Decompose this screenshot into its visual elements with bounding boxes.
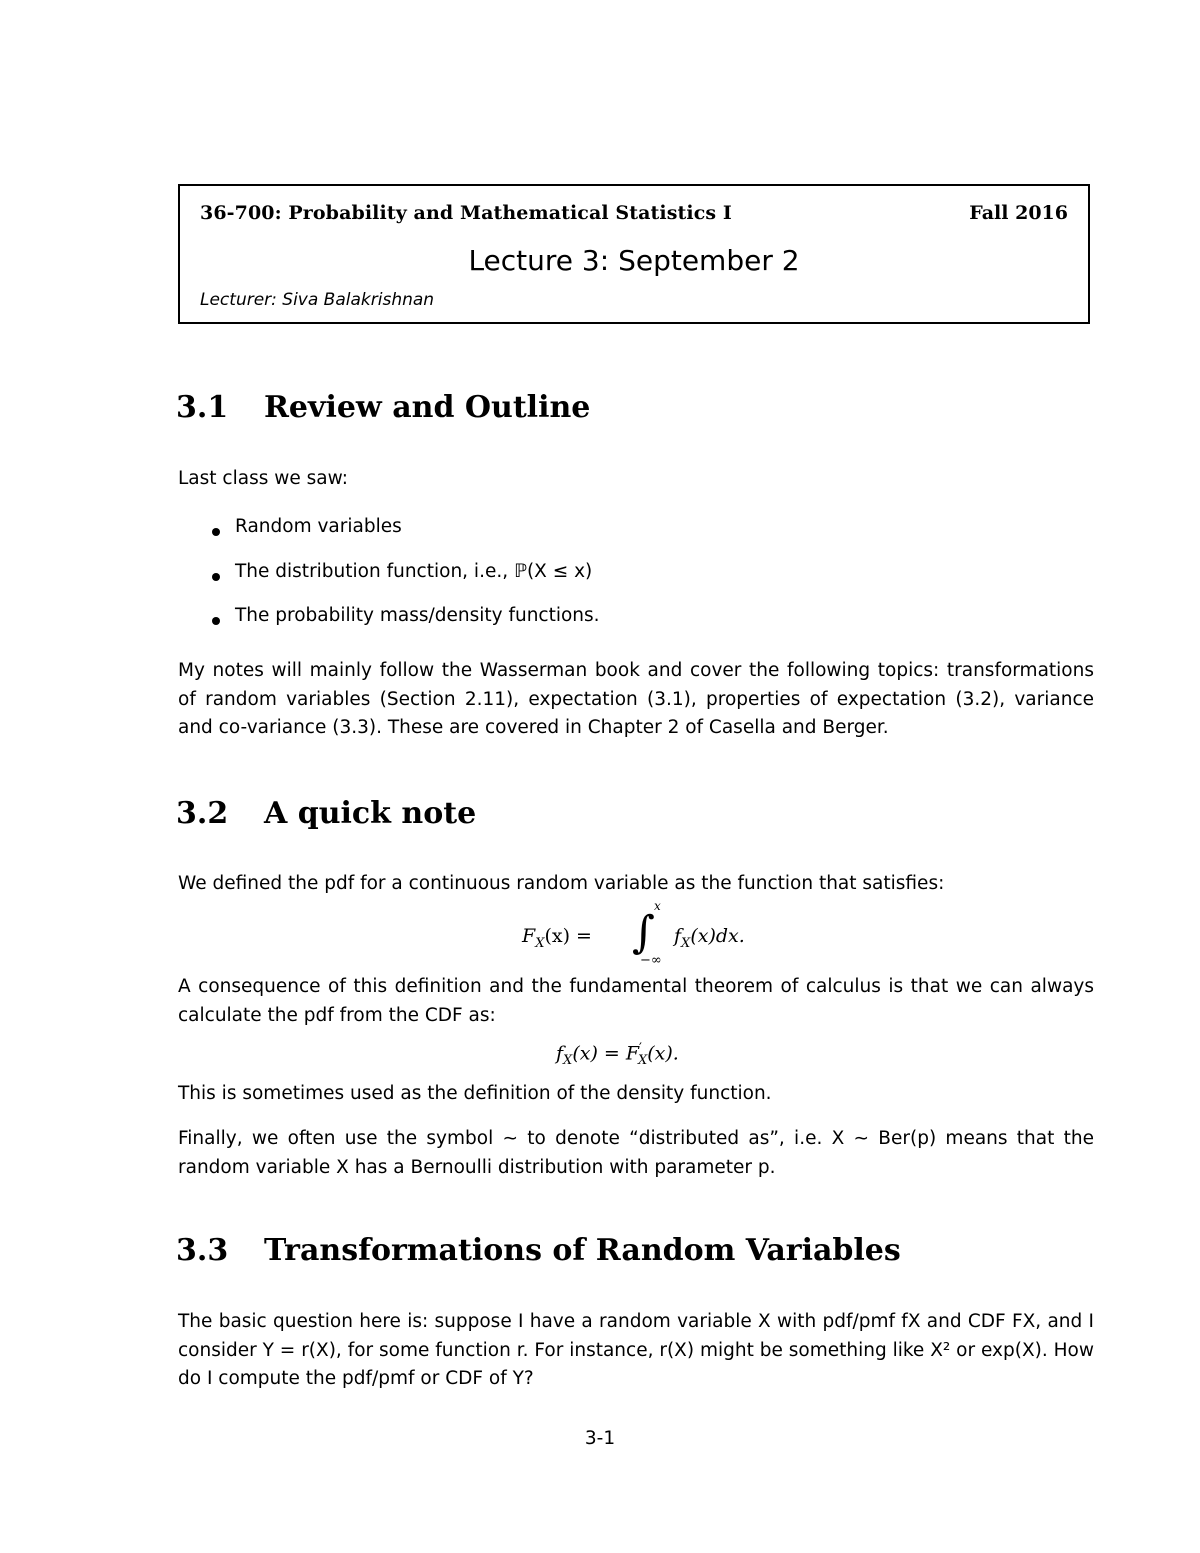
transformations-paragraph: The basic question here is: suppose I have a random variable X with pdf/pmf fX and CDF FX, and I consider Y = r(X), for some function r. For instance, r(X) might be something like X² or exp(X). How do I compute the pdf/pmf or CDF of Y? bbox=[178, 1311, 1094, 1389]
eq-symbol: F bbox=[522, 925, 536, 947]
section-heading-transformations bbox=[176, 1233, 901, 1268]
section-title: A quick note bbox=[264, 796, 477, 831]
equation-cdf-integral bbox=[522, 899, 762, 968]
eq-text: (x) = bbox=[544, 925, 592, 947]
eq-prime: ′ bbox=[639, 1041, 642, 1056]
section-number: 3.1 bbox=[176, 390, 229, 425]
list-item bbox=[210, 605, 600, 650]
lecturer-name: Lecturer: Siva Balakrishnan bbox=[200, 290, 435, 310]
section-title: Transformations of Random Variables bbox=[264, 1233, 901, 1268]
list-item-text: Random variables bbox=[235, 516, 402, 537]
lecture-header-box bbox=[178, 184, 1090, 324]
section-heading-quick-note bbox=[176, 796, 476, 831]
bullet-icon bbox=[212, 528, 220, 536]
eq-symbol: f bbox=[674, 925, 682, 947]
eq-text: (x). bbox=[647, 1042, 679, 1065]
list-item bbox=[210, 516, 600, 561]
review-bullet-list bbox=[210, 516, 600, 650]
quick-note-p4: Finally, we often use the symbol ∼ to denote “distributed as”, i.e. X ∼ Ber(p) means that the random variable X has a Bernoulli distribution with parameter p. bbox=[178, 1128, 1094, 1178]
bullet-icon bbox=[212, 573, 220, 581]
eq-symbol: f bbox=[556, 1042, 564, 1065]
section-title: Review and Outline bbox=[264, 390, 591, 425]
quick-note-p2: A consequence of this definition and the fundamental theorem of calculus is that we can always calculate the pdf from the CDF as: bbox=[178, 976, 1094, 1026]
list-item-text: The probability mass/density functions. bbox=[235, 605, 600, 626]
integral-icon: ∫ bbox=[632, 907, 655, 958]
eq-upper-limit: x bbox=[654, 899, 661, 913]
section-number: 3.3 bbox=[176, 1233, 229, 1268]
bullet-icon bbox=[212, 617, 220, 625]
quick-note-p1: We defined the pdf for a continuous random variable as the function that satisfies: bbox=[178, 873, 945, 894]
list-item bbox=[210, 561, 600, 606]
eq-subscript: X bbox=[535, 935, 545, 951]
list-item-text: The distribution function, i.e., ℙ(X ≤ x) bbox=[235, 560, 593, 582]
eq-subscript: X bbox=[638, 1053, 648, 1069]
lecture-title: Lecture 3: September 2 bbox=[468, 244, 800, 277]
eq-text: (x) = F bbox=[572, 1042, 640, 1065]
eq-integrand bbox=[674, 925, 745, 951]
review-intro: Last class we saw: bbox=[178, 468, 348, 489]
section-number: 3.2 bbox=[176, 796, 229, 831]
eq-lower-limit: −∞ bbox=[640, 953, 662, 968]
equation-pdf-derivative bbox=[556, 1041, 679, 1068]
section-heading-review bbox=[176, 390, 590, 425]
page-number: 3-1 bbox=[584, 1428, 616, 1449]
eq-text: (x)dx. bbox=[690, 925, 745, 947]
term-label: Fall 2016 bbox=[969, 202, 1068, 224]
course-title: 36-700: Probability and Mathematical Statistics I bbox=[200, 202, 732, 224]
quick-note-p3: This is sometimes used as the definition of the density function. bbox=[178, 1083, 772, 1104]
review-paragraph: My notes will mainly follow the Wasserman book and cover the following topics: transformations of random variables (Section 2.11), expectation (3.1), properties of expectation (3.2), variance and co-variance (3.3). These are covered in Chapter 2 of Casella and Berger. bbox=[178, 660, 1094, 738]
eq-subscript: X bbox=[681, 935, 691, 951]
eq-subscript: X bbox=[563, 1053, 573, 1069]
